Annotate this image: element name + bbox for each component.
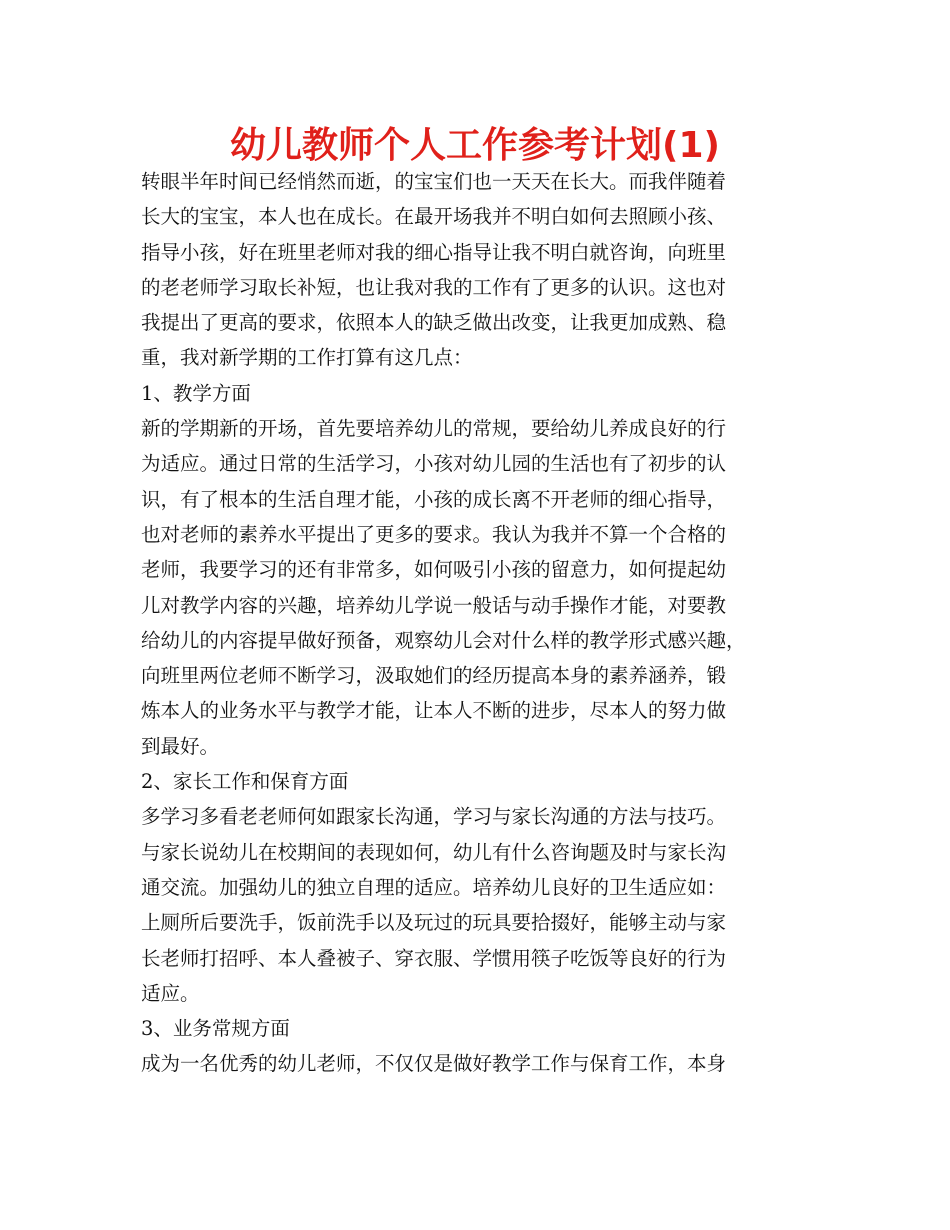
paragraph-line: 长老师打招呼、本人叠被子、穿衣服、学惯用筷子吃饭等良好的行为 xyxy=(141,946,727,970)
paragraph-line: 上厕所后要洗手，饭前洗手以及玩过的玩具要拾掇好，能够主动与家 xyxy=(141,911,727,935)
paragraph-line: 也对老师的素养水平提出了更多的要求。我认为我并不算一个合格的 xyxy=(141,522,727,546)
paragraph-line: 向班里两位老师不断学习，汲取她们的经历提高本身的素养涵养，锻 xyxy=(141,664,727,688)
paragraph-line: 为适应。通过日常的生活学习，小孩对幼儿园的生活也有了初步的认 xyxy=(141,452,727,476)
paragraph-line: 与家长说幼儿在校期间的表现如何，幼儿有什么咨询题及时与家长沟 xyxy=(141,840,727,864)
paragraph-line: 的老老师学习取长补短，也让我对我的工作有了更多的认识。这也对 xyxy=(141,275,727,299)
document-body xyxy=(141,164,831,1082)
paragraph-line: 转眼半年时间已经悄然而逝，的宝宝们也一天天在长大。而我伴随着 xyxy=(141,170,727,193)
paragraph-line: 识，有了根本的生活自理才能，小孩的成长离不开老师的细心指导， xyxy=(141,487,727,511)
paragraph-line: 成为一名优秀的幼儿老师，不仅仅是做好教学工作与保育工作，本身 xyxy=(141,1052,727,1076)
paragraph-line: 重，我对新学期的工作打算有这几点： xyxy=(141,346,473,370)
paragraph-line: 1、教学方面 xyxy=(141,381,251,405)
paragraph-line: 我提出了更高的要求，依照本人的缺乏做出改变，让我更加成熟、稳 xyxy=(141,311,727,335)
paragraph-line: 2、家长工作和保育方面 xyxy=(141,770,349,794)
paragraph-line: 新的学期新的开场，首先要培养幼儿的常规，要给幼儿养成良好的行 xyxy=(141,417,727,441)
paragraph-line: 老师，我要学习的还有非常多，如何吸引小孩的留意力，如何提起幼 xyxy=(141,558,727,582)
paragraph-line: 儿对教学内容的兴趣，培养幼儿学说一般话与动手操作才能，对要教 xyxy=(141,593,727,617)
paragraph-line: 给幼儿的内容提早做好预备，观察幼儿会对什么样的教学形式感兴趣， xyxy=(141,628,746,652)
paragraph-line: 炼本人的业务水平与教学才能，让本人不断的进步，尽本人的努力做 xyxy=(141,699,727,723)
paragraph-line: 多学习多看老老师何如跟家长沟通，学习与家长沟通的方法与技巧。 xyxy=(141,805,727,829)
paragraph-line: 通交流。加强幼儿的独立自理的适应。培养幼儿良好的卫生适应如： xyxy=(141,875,727,899)
document-title: 幼儿教师个人工作参考计划(1) xyxy=(230,125,720,166)
paragraph-line: 3、业务常规方面 xyxy=(141,1017,290,1041)
paragraph-line: 适应。 xyxy=(141,981,200,1005)
paragraph-line: 到最好。 xyxy=(141,734,220,758)
paragraph-line: 长大的宝宝，本人也在成长。在最开场我并不明白如何去照顾小孩、 xyxy=(141,205,727,229)
paragraph-line: 指导小孩，好在班里老师对我的细心指导让我不明白就咨询，向班里 xyxy=(141,240,727,264)
